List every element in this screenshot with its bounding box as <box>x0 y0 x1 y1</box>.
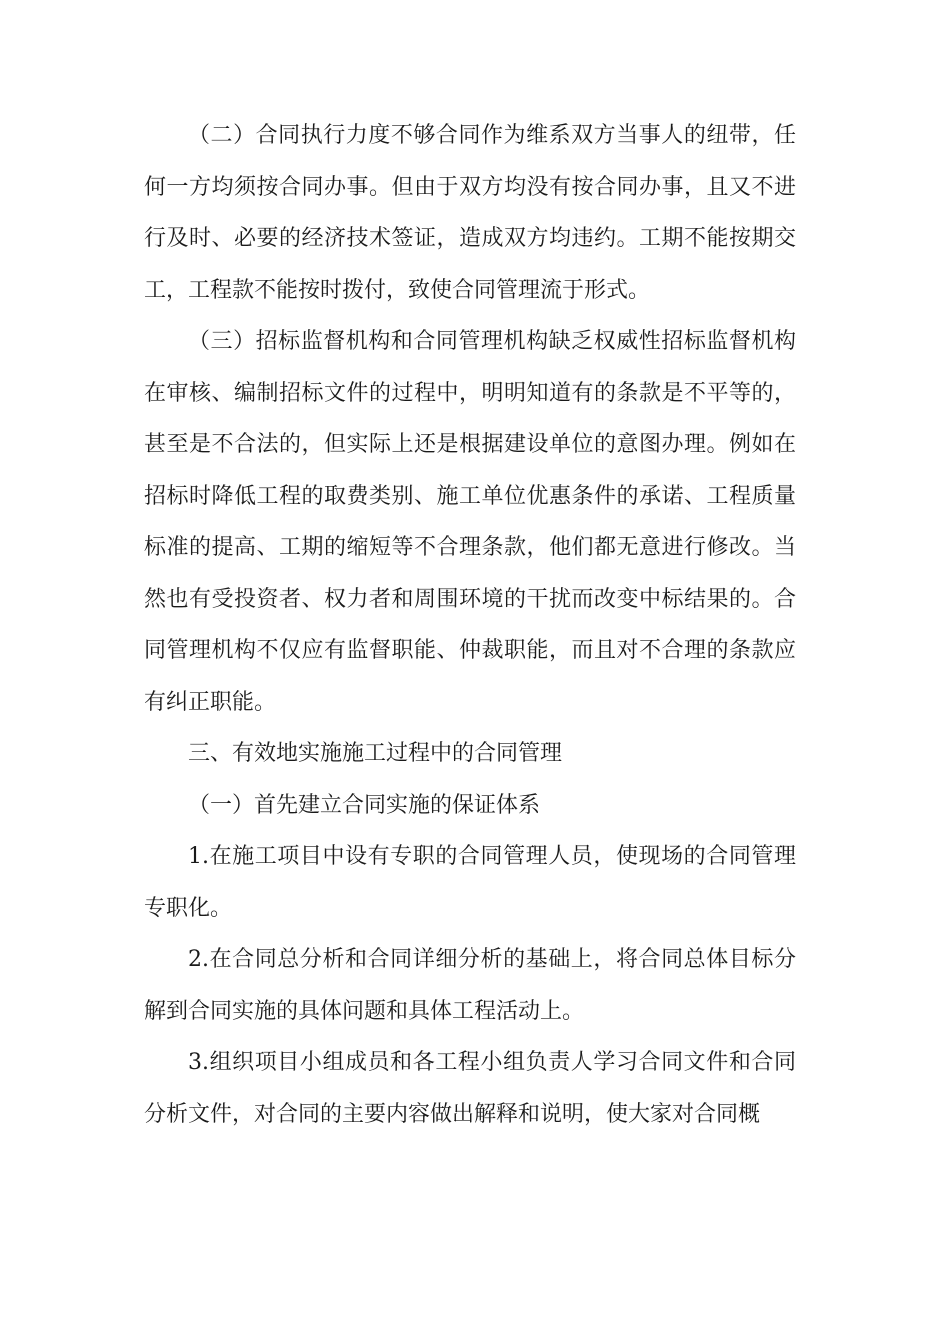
list-item-2: 2.在合同总分析和合同详细分析的基础上，将合同总体目标分解到合同实施的具体问题和具体工程活动上。 <box>144 947 796 1024</box>
document-page <box>144 110 796 1140</box>
section-heading: 三、有效地实施施工过程中的合同管理 <box>188 741 563 766</box>
paragraph-bidding-supervision: （三）招标监督机构和合同管理机构缺乏权威性招标监督机构在审核、编制招标文件的过程中，明明知道有的条款是不平等的，甚至是不合法的，但实际上还是根据建设单位的意图办理。例如在招标时降低工程的取费类别、施工单位优惠条件的承诺、工程质量标准的提高、工期的缩短等不合理条款，他们都无意进行修改。当然也有受投资者、权力者和周围环境的干扰而改变中标结果的。合同管理机构不仅应有监督职能、仲裁职能，而且对不合理的条款应有纠正职能。 <box>144 329 796 715</box>
list-item-3: 3.组织项目小组成员和各工程小组负责人学习合同文件和合同分析文件，对合同的主要内容做出解释和说明，使大家对合同概 <box>144 1050 796 1127</box>
list-item-1: 1.在施工项目中设有专职的合同管理人员，使现场的合同管理专职化。 <box>144 844 796 921</box>
subsection-heading: （一）首先建立合同实施的保证体系 <box>188 792 541 818</box>
paragraph-contract-execution: （二）合同执行力度不够合同作为维系双方当事人的纽带，任何一方均须按合同办事。但由于双方均没有按合同办事，且又不进行及时、必要的经济技术签证，造成双方均违约。工期不能按期交工，工程款不能按时拨付，致使合同管理流于形式。 <box>144 123 796 303</box>
